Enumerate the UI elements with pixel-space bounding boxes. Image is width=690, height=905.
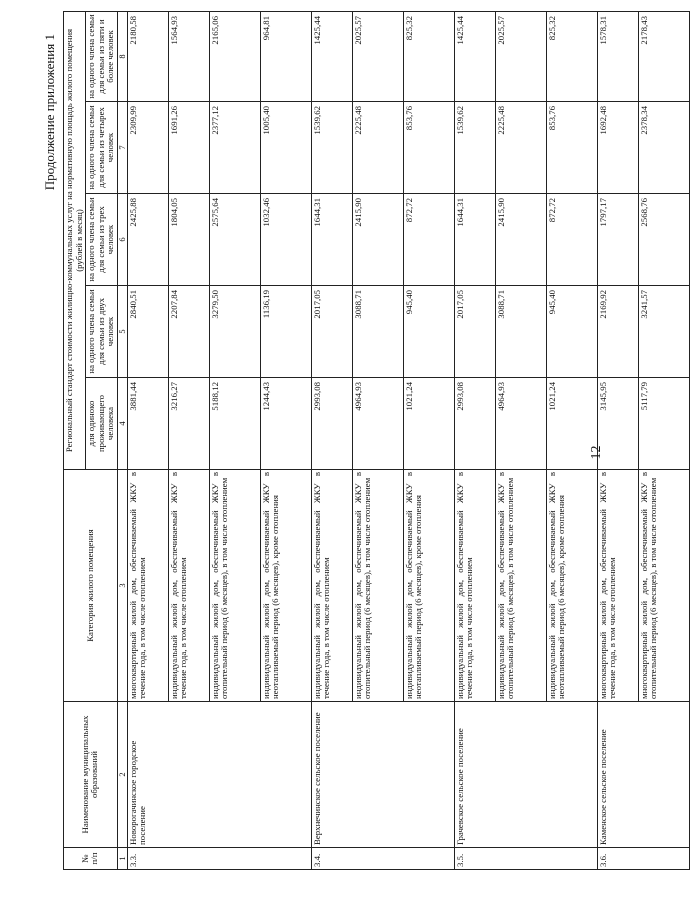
cost-value: 2309,99 [127,102,168,194]
cost-value: 3145,95 [597,378,638,470]
cost-value: 2165,06 [209,12,260,102]
cost-value: 2225,48 [495,102,546,194]
cost-value: 1644,31 [454,194,495,286]
cost-value: 1005,40 [260,102,311,194]
cost-value: 1644,31 [311,194,352,286]
cost-value: 4964,93 [495,378,546,470]
col-number: 7 [117,102,127,194]
housing-category: индивидуальный жилой дом, обеспечиваемый ЖКУ в течение года, в том числе отоплением [454,470,495,702]
header-municipality: Наименование муниципальных образований [64,702,118,848]
cost-value: 3088,71 [352,286,403,378]
cost-value: 825,32 [546,12,597,102]
header-fam2: на одного члена семьи для семьи из двух человек [86,286,118,378]
cost-value: 945,40 [403,286,454,378]
cost-value: 1032,46 [260,194,311,286]
municipality-name: Новорогачинское городское поселение [127,702,311,848]
housing-category: индивидуальный жилой дом, обеспечиваемый ЖКУ в отопительный период (6 месяцев), в том числе отоплением [352,470,403,702]
table-row [454,12,495,870]
cost-value: 3216,27 [168,378,209,470]
cost-value: 3241,57 [638,286,689,378]
cost-value: 1425,44 [454,12,495,102]
page-number: 12 [589,445,604,460]
cost-value: 2425,88 [127,194,168,286]
header-fam5: на одного члена семьи для семьи из пяти и более человек [86,12,118,102]
table-row [127,12,168,870]
row-number: 3.6. [597,848,689,870]
header-no: № п/п [64,848,118,870]
cost-value: 2993,08 [454,378,495,470]
header-fam3: на одного члена семьи для семьи из трех человек [86,194,118,286]
row-number: 3.3. [127,848,311,870]
housing-category: многоквартирный жилой дом, обеспечиваемый ЖКУ в отопительный период (6 месяцев), в том числе отоплением [638,470,689,702]
cost-value: 2415,90 [352,194,403,286]
cost-value: 1804,05 [168,194,209,286]
cost-value: 1797,17 [597,194,638,286]
cost-value: 2169,92 [597,286,638,378]
housing-category: индивидуальный жилой дом, обеспечиваемый ЖКУ в отопительный период (6 месяцев), в том числе отоплением [495,470,546,702]
housing-category: многоквартирный жилой дом, обеспечиваемый ЖКУ в течение года, в том числе отоплением [597,470,638,702]
header-fam4: на одного члена семьи для семьи из четырех человек [86,102,118,194]
col-number: 4 [117,378,127,470]
col-number: 1 [117,848,127,870]
cost-value: 2377,12 [209,102,260,194]
cost-value: 872,72 [403,194,454,286]
cost-value: 2225,48 [352,102,403,194]
header-standard: Региональный стандарт стоимости жилищно-коммунальных услуг на нормативную площадь жилого помещения (рублей в месяц) [64,12,86,470]
column-numbers-row [117,12,127,870]
municipality-name: Грачевское сельское поселение [454,702,597,848]
cost-value: 853,76 [546,102,597,194]
housing-category: индивидуальный жилой дом, обеспечиваемый ЖКУ в течение года, в том числе отоплением [311,470,352,702]
cost-value: 2378,34 [638,102,689,194]
cost-value: 1564,93 [168,12,209,102]
housing-category: индивидуальный жилой дом, обеспечиваемый ЖКУ в неотапливаемый период (6 месяцев), кроме отопления [260,470,311,702]
cost-value: 2017,05 [454,286,495,378]
table-row [311,12,352,870]
cost-value: 1539,62 [454,102,495,194]
housing-category: индивидуальный жилой дом, обеспечиваемый ЖКУ в течение года, в том числе отоплением [168,470,209,702]
header-category: Категория жилого помещения [64,470,118,702]
cost-value: 2180,58 [127,12,168,102]
cost-value: 853,76 [403,102,454,194]
cost-value: 1539,62 [311,102,352,194]
cost-value: 1244,43 [260,378,311,470]
housing-category: индивидуальный жилой дом, обеспечиваемый ЖКУ в неотапливаемый период (6 месяцев), кроме отопления [546,470,597,702]
cost-value: 872,72 [546,194,597,286]
cost-value: 5117,79 [638,378,689,470]
col-number: 8 [117,12,127,102]
col-number: 2 [117,702,127,848]
cost-value: 1692,48 [597,102,638,194]
col-number: 5 [117,286,127,378]
cost-value: 1021,24 [546,378,597,470]
row-number: 3.5. [454,848,597,870]
cost-value: 2568,76 [638,194,689,286]
cost-value: 3088,71 [495,286,546,378]
cost-value: 2025,57 [352,12,403,102]
cost-value: 2415,90 [495,194,546,286]
cost-value: 1578,31 [597,12,638,102]
municipality-name: Верхнечинское сельское поселение [311,702,454,848]
cost-value: 1691,26 [168,102,209,194]
cost-value: 3279,50 [209,286,260,378]
row-number: 3.4. [311,848,454,870]
cost-value: 964,81 [260,12,311,102]
cost-value: 2178,43 [638,12,689,102]
cost-value: 3881,44 [127,378,168,470]
cost-value: 2575,64 [209,194,260,286]
col-number: 3 [117,470,127,702]
housing-category: индивидуальный жилой дом, обеспечиваемый ЖКУ в отопительный период (6 месяцев), в том числе отоплением [209,470,260,702]
cost-value: 2017,05 [311,286,352,378]
cost-value: 1021,24 [403,378,454,470]
cost-value: 2025,57 [495,12,546,102]
cost-value: 4964,93 [352,378,403,470]
municipality-name: Каменское сельское поселение [597,702,689,848]
cost-value: 2993,08 [311,378,352,470]
housing-category: многоквартирный жилой дом, обеспечиваемый ЖКУ в течение года, в том числе отоплением [127,470,168,702]
appendix-title: Продолжение приложения 1 [42,34,57,191]
cost-value: 945,40 [546,286,597,378]
cost-value: 2840,51 [127,286,168,378]
col-number: 6 [117,194,127,286]
header-single: для одиноко проживающего человека [86,378,118,470]
housing-category: индивидуальный жилой дом, обеспечиваемый ЖКУ в неотапливаемый период (6 месяцев), кроме отопления [403,470,454,702]
cost-value: 825,32 [403,12,454,102]
cost-value: 2207,84 [168,286,209,378]
cost-value: 5188,12 [209,378,260,470]
cost-value: 1425,44 [311,12,352,102]
cost-value: 1136,19 [260,286,311,378]
